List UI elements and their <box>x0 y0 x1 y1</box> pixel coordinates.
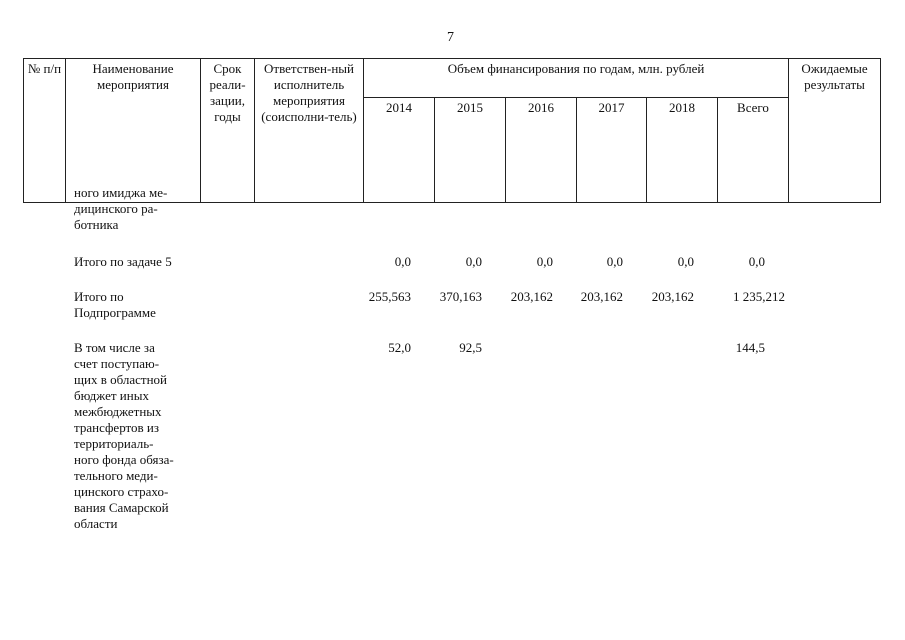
table-cell: 0,0 <box>748 254 765 269</box>
table-cell: 0,0 <box>606 254 623 269</box>
table-row-name: Итого по задаче 5 <box>74 254 172 269</box>
table-cell: 0,0 <box>394 254 411 269</box>
table-cell: 0,0 <box>677 254 694 269</box>
table-cell: 0,0 <box>465 254 482 269</box>
table-cell: 52,0 <box>388 340 411 355</box>
table-cell: 370,163 <box>439 289 482 304</box>
table-cell: 92,5 <box>459 340 482 355</box>
table-cell: 1 235,212 <box>733 289 785 304</box>
header-total: Всего <box>718 98 789 203</box>
header-year-2018: 2018 <box>647 98 718 203</box>
header-year-2016: 2016 <box>506 98 577 203</box>
header-col-funding: Объем финансирования по годам, млн. рублей <box>364 59 789 98</box>
table-header <box>23 58 881 203</box>
table-row-name: В том числе за счет поступаю- щих в областной бюджет иных межбюджетных трансфертов из территориаль- ного фонда обяза- тельного меди- цинского страхо- вания Самарской области <box>74 340 174 531</box>
header-col-executor: Ответствен-ный исполнитель мероприятия (соисполни-тель) <box>255 59 364 203</box>
page-number: 7 <box>447 30 454 45</box>
header-year-2015: 2015 <box>435 98 506 203</box>
table-row-name: Итого по Подпрограмме <box>74 289 156 320</box>
table-cell: 255,563 <box>368 289 411 304</box>
header-year-2017: 2017 <box>577 98 647 203</box>
header-col-term: Срок реали-зации, годы <box>201 59 255 203</box>
table-cell: 0,0 <box>536 254 553 269</box>
table-cell: 203,162 <box>651 289 694 304</box>
table-cell: 203,162 <box>580 289 623 304</box>
header-col-name: Наименование мероприятия <box>66 59 201 203</box>
header-col-results: Ожидаемые результаты <box>789 59 881 203</box>
header-col-number: № п/п <box>24 59 66 203</box>
table-cell: 144,5 <box>735 340 765 355</box>
header-year-2014: 2014 <box>364 98 435 203</box>
table-cell: 203,162 <box>510 289 553 304</box>
table-row-name: ного имиджа ме- дицинского ра- ботника <box>74 185 168 232</box>
